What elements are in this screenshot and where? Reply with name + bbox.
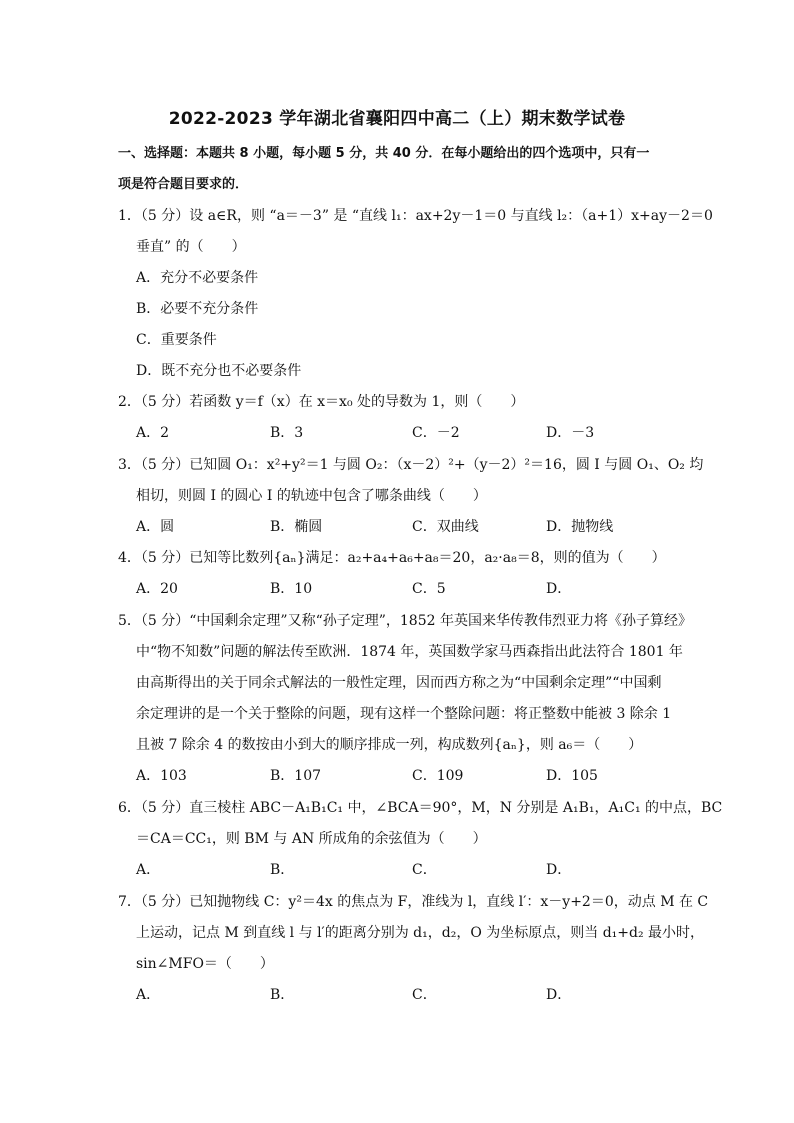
question-2-line-1: 2．（5 分）若函数 y＝f（x）在 x＝x₀ 处的导数为 1，则（ ） bbox=[118, 394, 525, 410]
question-7-option-b: B． bbox=[270, 987, 295, 1003]
question-5-line-2: 中“物不知数”问题的解法传至欧洲．1874 年，英国数学家马西森指出此法符合 1801 年 bbox=[136, 644, 683, 660]
question-2-option-b: B．3 bbox=[270, 425, 304, 441]
question-3-option-d: D．抛物线 bbox=[546, 519, 614, 535]
question-4-option-c: C．5 bbox=[412, 581, 446, 597]
question-7-option-d: D． bbox=[546, 987, 572, 1003]
exam-title: 2022-2023 学年湖北省襄阳四中高二（上）期末数学试卷 bbox=[168, 109, 626, 129]
question-5-option-c: C．109 bbox=[412, 768, 464, 784]
question-7-option-c: C． bbox=[412, 987, 437, 1003]
question-6-options bbox=[136, 860, 696, 880]
question-6-line-1: 6．（5 分）直三棱柱 ABC－A₁B₁C₁ 中，∠BCA＝90°，M，N 分别是 A₁B₁，A₁C₁ 的中点，BC bbox=[118, 800, 723, 816]
question-7-line-3: sin∠MFO＝（ ） bbox=[136, 956, 274, 972]
question-6-option-d: D． bbox=[546, 862, 572, 878]
section-heading bbox=[118, 138, 684, 200]
question-1-option-d: D．既不充分也不必要条件 bbox=[136, 363, 302, 379]
question-4-options bbox=[136, 579, 696, 599]
question-7-line-2: 上运动，记点 M 到直线 l 与 l′的距离分别为 d₁，d₂，O 为坐标原点，则当 d₁+d₂ 最小时， bbox=[136, 925, 705, 941]
question-6-option-b: B． bbox=[270, 862, 295, 878]
question-2-option-c: C．－2 bbox=[412, 425, 460, 441]
question-7-line-1: 7．（5 分）已知抛物线 C：y²＝4x 的焦点为 F，准线为 l，直线 l′：x－y+2＝0，动点 M 在 C bbox=[118, 894, 709, 910]
question-5-option-d: D．105 bbox=[546, 768, 598, 784]
question-1-option-a: A．充分不必要条件 bbox=[136, 270, 259, 286]
question-2-option-d: D．－3 bbox=[546, 425, 595, 441]
question-5-line-1: 5．（5 分）“中国剩余定理”又称“孙子定理”，1852 年英国来华传教伟烈亚力将《孙子算经》 bbox=[118, 613, 692, 629]
question-3-options bbox=[136, 517, 696, 537]
section-heading-line-1: 一、选择题：本题共 8 小题，每小题 5 分，共 40 分．在每小题给出的四个选项中，只有一 bbox=[118, 146, 650, 161]
question-3-option-a: A．圆 bbox=[136, 519, 175, 535]
question-3-option-b: B．椭圆 bbox=[270, 519, 323, 535]
question-1-option-c: C．重要条件 bbox=[136, 332, 217, 348]
question-3-line-1: 3．（5 分）已知圆 O₁：x²+y²＝1 与圆 O₂：（x－2）²+（y－2）²＝16，圆 I 与圆 O₁、O₂ 均 bbox=[118, 457, 704, 473]
question-4-line-1: 4．（5 分）已知等比数列{aₙ}满足：a₂+a₄+a₆+a₈＝20，a₂·a₈＝8，则的值为（ ） bbox=[118, 550, 666, 566]
question-5-line-3: 由高斯得出的关于同余式解法的一般性定理，因而西方称之为“中国剩余定理”“中国剩 bbox=[136, 675, 662, 691]
question-6-option-c: C． bbox=[412, 862, 437, 878]
question-4-option-d: D． bbox=[546, 581, 572, 597]
question-5-line-5: 且被 7 除余 4 的数按由小到大的顺序排成一列，构成数列{aₙ}，则 a₆＝（ ） bbox=[136, 737, 643, 753]
question-4-option-a: A．20 bbox=[136, 581, 178, 597]
question-6-option-a: A． bbox=[136, 862, 161, 878]
question-2-option-a: A．2 bbox=[136, 425, 170, 441]
question-3-line-2: 相切，则圆 I 的圆心 I 的轨迹中包含了哪条曲线（ ） bbox=[136, 488, 487, 504]
question-1-option-b: B．必要不充分条件 bbox=[136, 301, 259, 317]
question-4-option-b: B．10 bbox=[270, 581, 313, 597]
question-1-line-2: 垂直” 的（ ） bbox=[136, 239, 246, 255]
question-6-line-2: ＝CA＝CC₁，则 BM 与 AN 所成角的余弦值为（ ） bbox=[136, 831, 487, 847]
question-7-options bbox=[136, 985, 696, 1005]
question-5-option-a: A．103 bbox=[136, 768, 187, 784]
section-heading-line-2: 项是符合题目要求的． bbox=[118, 177, 249, 192]
question-2-options bbox=[136, 423, 696, 443]
question-1-line-1: 1．（5 分）设 a∈R，则 “a＝－3” 是 “直线 l₁：ax+2y－1＝0 与直线 l₂：（a+1）x+ay－2＝0 bbox=[118, 208, 713, 224]
question-5-line-4: 余定理讲的是一个关于整除的问题，现有这样一个整除问题：将正整数中能被 3 除余 1 bbox=[136, 706, 672, 722]
question-7-option-a: A． bbox=[136, 987, 161, 1003]
question-5-option-b: B．107 bbox=[270, 768, 322, 784]
question-5-options bbox=[136, 766, 696, 786]
question-3-option-c: C．双曲线 bbox=[412, 519, 479, 535]
